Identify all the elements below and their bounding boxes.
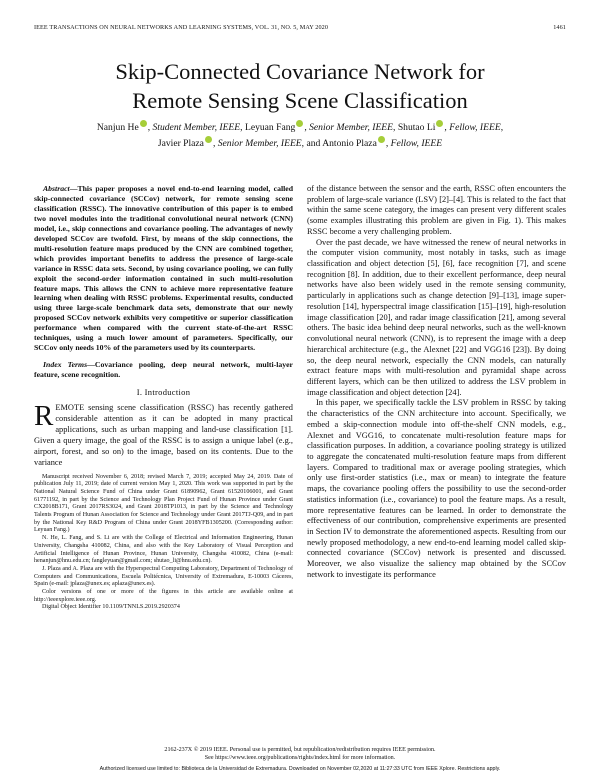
- drop-cap: R: [34, 400, 54, 433]
- footnote-color-versions: Color versions of one or more of the figures in this article are available online at http://ieeexplore.ieee.org.: [34, 589, 293, 603]
- footnotes: [34, 474, 293, 613]
- author-affiliation: Fellow, IEEE: [390, 137, 443, 149]
- footnote-doi: Digital Object Identifier 10.1109/TNNLS.2019.2920374: [42, 604, 180, 611]
- body-paragraph: Over the past decade, we have witnessed the renew of neural networks in the computer vision community, most notably in tasks, such as image classification and object detection [5], [6], face recognition [7], and scene recognition [8]. In addition, due to their excellent performance, deep neural networks have also been widely used in the remote sensing community, particularly in applications such as change detection [9]–[13], image super-resolution [14], hyperspectral image classification [15]–[19], high-resolution image classification [20], and radar image classification [21], among several others. The basic idea behind deep neural networks, such as the well-known convolutional neural network (CNN), is to represent the image with a deep hierarchical architecture (e.g., the Alexnet [22] and VGG16 [23]). By doing so, the deep neural network, especially the CNN models, can naturally extract feature maps with multi-resolution and pyramidal shape across different layers, which can be then utilized to address the LSV problem in image classification and object detection [24].: [307, 237, 566, 397]
- index-terms: [34, 360, 293, 380]
- title-line-1: Skip-Connected Covariance Network for: [115, 59, 485, 84]
- title-line-2: Remote Sensing Scene Classification: [132, 88, 468, 113]
- intro-first-word: EMOTE: [55, 403, 85, 413]
- orcid-icon[interactable]: [378, 136, 385, 143]
- copyright-notice: [0, 747, 600, 763]
- author-line-1: Nanjun He , Student Member, IEEE, Leyuan Fang , Senior Member, IEEE, Shutao Li , Fellow, IEEE,: [96, 122, 504, 133]
- section-heading: I. Introduction: [136, 387, 191, 398]
- orcid-icon[interactable]: [205, 136, 212, 143]
- author-name: Shutao Li: [397, 122, 436, 133]
- right-column: [307, 184, 566, 581]
- body-paragraph: of the distance between the sensor and the earth, RSSC often encounters the problem of large-scale variance (LSV) [2]–[4]. This is related to the fact that within the same scene category, the images can present very different scales (some examples illustrating this problem are given in Fig. 1). This makes RSSC become a very challenging problem.: [307, 184, 566, 236]
- orcid-icon[interactable]: [140, 120, 147, 127]
- author-affiliation: Senior Member, IEEE: [309, 122, 394, 133]
- copyright-line-2: See https://www.ieee.org/publications/rights/index.html for more information.: [204, 754, 396, 761]
- orcid-icon[interactable]: [436, 120, 443, 127]
- intro-paragraph: [34, 400, 293, 468]
- page-number: 1461: [553, 24, 566, 31]
- author-line-2: Javier Plaza , Senior Member, IEEE, and Antonio Plaza , Fellow, IEEE: [157, 137, 443, 149]
- author-affiliation: Senior Member, IEEE: [217, 137, 302, 149]
- copyright-line-1: 2162-237X © 2019 IEEE. Personal use is permitted, but republication/redistribution requires IEEE permission.: [164, 747, 436, 753]
- abstract-lead: Abstract: [43, 184, 70, 193]
- author-name: Antonio Plaza: [322, 137, 377, 149]
- footnote-affiliation-1: N. He, L. Fang, and S. Li are with the College of Electrical and Information Engineering, Hunan University, Changsha 410082, China, and also with the Key Laboratory of Visual Perception and Artificial Intelligence of Hunan Province, Hunan University, Changsha 410082, China (e-mail: henanjun@hnu.edu.cn; fangleyuan@gmail.com; shutao_li@hnu.edu.cn).: [34, 535, 293, 565]
- author-affiliation: Fellow, IEEE: [449, 122, 501, 133]
- body-paragraph: In this paper, we specifically tackle the LSV problem in RSSC by taking the characteristics of the CNN architecture into account. Specifically, we embed a skip-connection module into off-the-shelf CNN models, e.g., Alexnet and VGG16, to concatenate multi-resolution feature maps for classification purposes. In addition, a covariance pooling strategy is utilized to aggregate the concatenated multi-resolution feature maps from different layers. Compared to traditional max or average pooling strategies, which only use first-order statistics (i.e., max or mean) to integrate the feature maps, the covariance pooling offers the possibility to use the second-order statistics information (i.e., covariance) to pool the feature maps. As a result, more representative features can be learned. In order to demonstrate the effectiveness of our contribution, comprehensive experiments are presented in Section IV to demonstrate the aforementioned aspects. Resulting from our newly proposed methodology, a new end-to-end learning model called skip-connected covariance (SCCov) network is presented and discussed. Moreover, we also visualize the saliency map obtained by the SCCov network to investigate its performance: [307, 398, 566, 579]
- orcid-icon[interactable]: [296, 120, 303, 127]
- author-name: Leyuan Fang: [244, 122, 296, 133]
- author-affiliation: Student Member, IEEE: [152, 122, 241, 133]
- index-terms-lead: Index Terms: [43, 360, 88, 370]
- and-word: and: [306, 137, 321, 149]
- footnote-affiliation-2: J. Plaza and A. Plaza are with the Hyperspectral Computing Laboratory, Department of Technology of Computers and Communications, Escuela Politécnica, University of Extremadura, E-10003 Cáceres, Spain (e-mail: jplaza@unex.es; aplaza@unex.es).: [34, 565, 293, 588]
- author-name: Nanjun He: [96, 122, 139, 133]
- author-list: [50, 120, 550, 151]
- index-terms-text: —Covariance pooling, deep neural network, multi-layer feature, scene recognition.: [34, 360, 293, 380]
- paper-title: [0, 57, 600, 115]
- author-name: Javier Plaza: [157, 137, 204, 149]
- abstract-text: —This paper proposes a novel end-to-end learning model, called skip-connected covariance (SCCov) network, for remote sensing scene classification (RSSC). The innovative contribution of this paper is to embed two novel modules into the traditional convolutional neural network (CNN) model, i.e., skip connections and covariance pooling. The advantages of newly developed SCCov are twofold. First, by means of the skip connections, the multi-resolution feature maps produced by the CNN are combined together, which provides important benefits to address the presence of large-scale variance in RSSC data sets. Second, by using covariance pooling, we can fully exploit the second-order information contained in such multi-resolution feature maps. This allows the CNN to achieve more representative feature learning when dealing with RSSC problems. Experimental results, conducted using three large-scale benchmark data sets, demonstrate that our newly proposed SCCov network exhibits very competitive or superior classification performance when compared with the current state-of-the-art RSSC techniques, using a much lower amount of parameters. Specifically, our SCCov only needs 10% of the parameters used by its counterparts.: [34, 184, 293, 353]
- running-head: [34, 24, 566, 31]
- abstract: [34, 184, 293, 353]
- intro-text: sensing scene classification (RSSC) has recently gathered considerable attention as it can be adopted in many practical applications, such as urban mapping and land-use classification [1]. Given a query image, the goal of the RSSC is to assign a unique label (e.g., airport, forest, and so on) to the image, based on its contents. Due to the variance: [34, 403, 293, 467]
- footnote-manuscript: Manuscript received November 6, 2018; revised March 7, 2019; accepted May 24, 2019. Date of publication July 11, 2019; date of current version May 1, 2020. This work was supported in part by the National Natural Science Fund of China under Grant 61890962, Grant 61520106001, and Grant 61771192, in part by the Science and Technology Plan Project Fund of Hunan Province under Grant CX2018B171, Grant 2017RS3024, and Grant 2018TP1013, in part by the Science and Technology Talents Program of Hunan Association for Science and Technology under Grant 2017TJ-Q09, and in part by the National Key R&D Program of China under Grant 2018YFB1305200. (Corresponding author: Leyuan Fang.): [34, 473, 293, 534]
- journal-header: IEEE TRANSACTIONS ON NEURAL NETWORKS AND LEARNING SYSTEMS, VOL. 31, NO. 5, MAY 2020: [34, 24, 329, 31]
- license-footer: Authorized licensed use limited to: Biblioteca de la Universidad de Extremadura. Downloaded on November 02,2020 at 11:27:33 UTC from IEEE Xplore. Restrictions apply.: [99, 766, 501, 772]
- left-column: [34, 184, 293, 612]
